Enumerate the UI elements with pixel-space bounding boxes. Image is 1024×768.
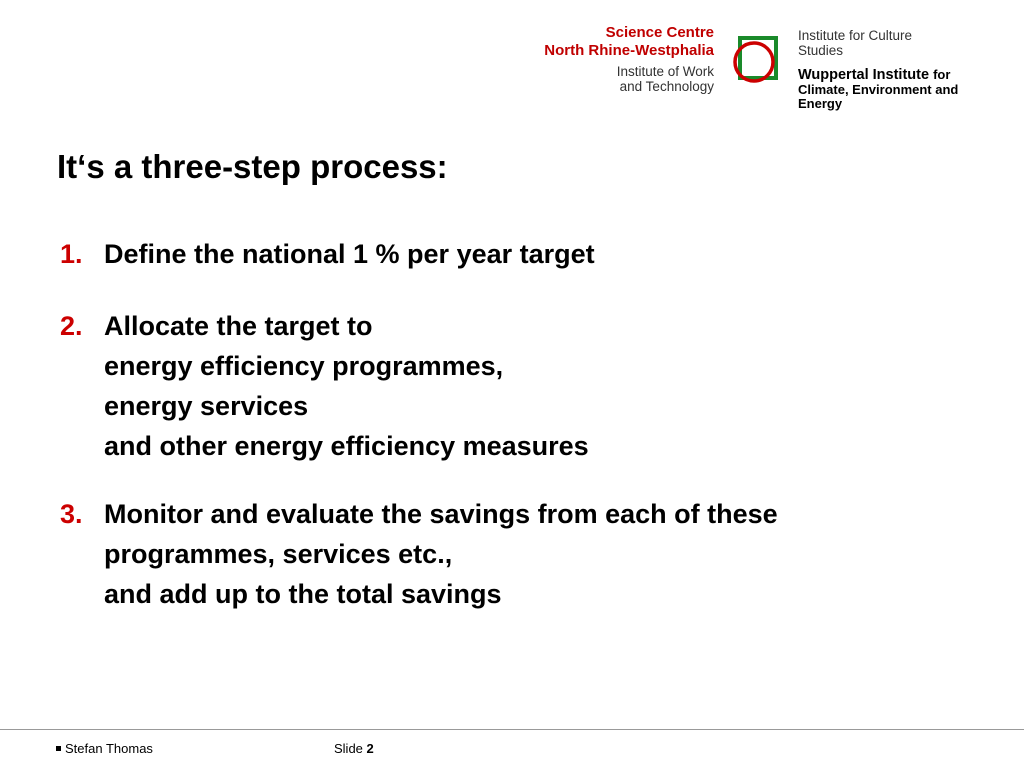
step-text-line: Allocate the target to: [104, 311, 373, 341]
step-text-line: Monitor and evaluate the savings from each of these: [104, 499, 778, 529]
step-text-line: and add up to the total savings: [104, 579, 502, 609]
slide-label: Slide: [334, 741, 363, 756]
logo-right-line3: [798, 67, 1018, 83]
step-number: 1.: [60, 239, 83, 269]
logo-right-name: Wuppertal Institute: [798, 67, 930, 83]
slide-number: 2: [366, 741, 374, 756]
logo-right-line2: Studies: [798, 43, 844, 58]
logo-right-for: for: [933, 67, 951, 82]
logo-right-line1: Institute for Culture: [798, 28, 913, 43]
slide-title: It‘s a three-step process:: [57, 148, 448, 185]
logo-right-line4: Climate, Environment and: [798, 82, 959, 97]
logo-left-line1: Science Centre: [605, 24, 714, 41]
step-item-2: [60, 306, 1000, 466]
footer-author: [56, 741, 153, 756]
author-name: Stefan Thomas: [65, 741, 153, 756]
logo-left-line3: Institute of Work: [616, 64, 714, 79]
step-number: 2.: [60, 311, 83, 341]
step-text-line: Define the national 1 % per year target: [104, 239, 595, 269]
step-item-1: [60, 234, 1000, 274]
bullet-icon: [56, 746, 61, 751]
step-item-3: [60, 494, 1000, 614]
logo-left-line2: North Rhine-Westphalia: [544, 42, 714, 59]
step-text-line: energy efficiency programmes,: [104, 351, 504, 381]
step-list: [60, 234, 1000, 614]
step-number: 3.: [60, 499, 83, 529]
wuppertal-emblem-icon: [732, 36, 780, 84]
footer-slide-number: [334, 741, 374, 756]
science-centre-logo: [544, 24, 714, 94]
footer-divider: [0, 729, 1024, 730]
step-text-line: programmes, services etc.,: [104, 539, 453, 569]
wuppertal-institute-logo: [798, 28, 1018, 111]
logo-left-line4: and Technology: [619, 79, 714, 94]
step-text-line: and other energy efficiency measures: [104, 431, 589, 461]
step-text-line: energy services: [104, 391, 309, 421]
logo-right-line5: Energy: [798, 96, 843, 111]
